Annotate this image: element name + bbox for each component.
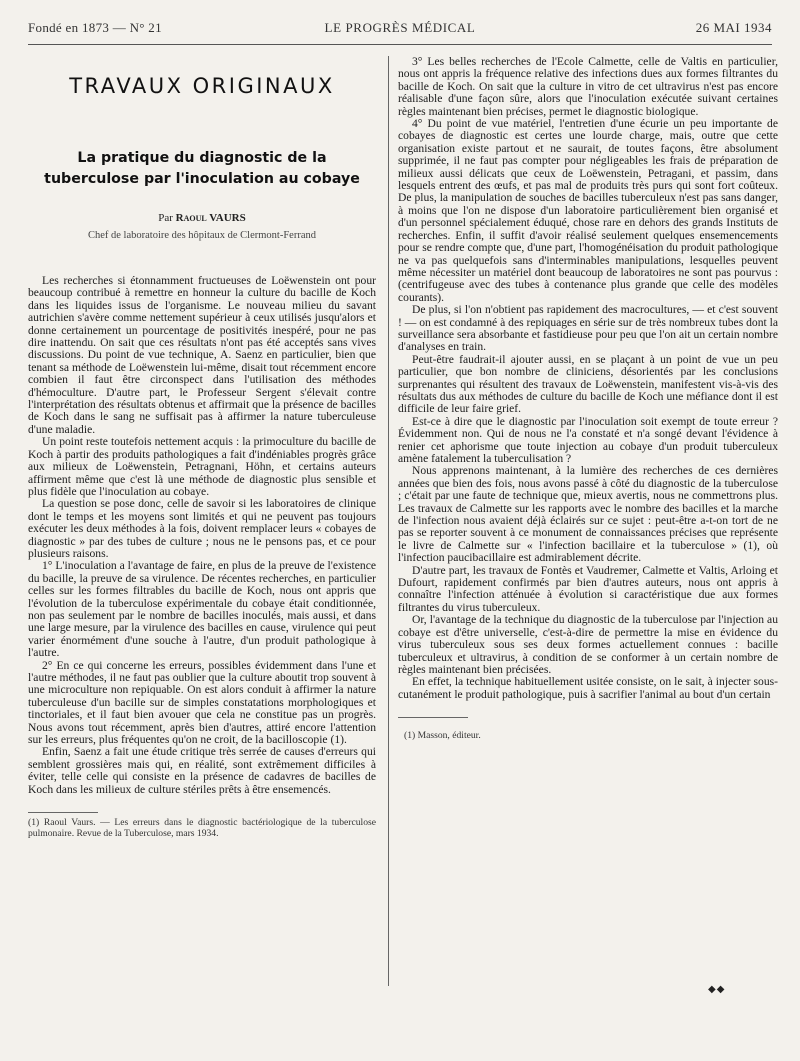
footnote-rule — [28, 812, 98, 813]
paragraph: 1° L'inoculation a l'avantage de faire, en plus de la preuve de l'existence du bacille, la preuve de sa virulence. De récentes recherches, en particulier celles sur les formes filtrables du bacille de Koch, nous ont appris que l'évolution de la tuberculose expérimentale du cobaye était conditionnée, non pas seulement par le nombre de bacilles inoculés, mais aussi, et dans une large mesure, par la virulence des bacilles en cause, virulence qui peut varier énormément d'une souche à l'autre, d'un produit pathologique à l'autre. — [28, 559, 376, 660]
left-column — [28, 56, 376, 839]
footnote-rule — [398, 717, 468, 718]
paragraph: La question se pose donc, celle de savoir si les laboratoires de clinique dont le temps et les moyens sont limités et qui ne peuvent pas toujours exécuter les deux méthodes à la fois, doivent remplacer leurs « cobayes de diagnostic » par des tubes de culture ; nous ne le pensons pas, et ce pour plusieurs raisons. — [28, 497, 376, 560]
paragraph: En effet, la technique habituellement usitée consiste, on le sait, à injecter sous-cutanément le produit pathologique, puis à sacrifier l'animal au bout d'un certain — [398, 675, 778, 701]
paragraph: Un point reste toutefois nettement acquis : la primoculture du bacille de Koch à partir des produits pathologiques a fait d'indéniables progrès grâce aux milieux de Loëwenstein, Petragnani, Höhn, et certains auteurs affirment même que c'est là une méthode de diagnostic plus sensible et plus fidèle que l'inoculation au cobaye. — [28, 435, 376, 498]
column-divider — [388, 56, 389, 986]
paragraph: 2° En ce qui concerne les erreurs, possibles évidemment dans l'une et l'autre méthodes, il ne faut pas oublier que la culture aboutit trop souvent à une microculture non repiquable. On est alors conduit à affirmer la nature tuberculeuse d'un bacille sur de simples constatations morphologiques et tinctoriales, et il faut bien avouer que cela ne constitue pas un progrès. Nous avons tout récemment, après bien d'autres, attiré encore l'attention sur les erreurs, plus fréquentes qu'on ne croit, de la bacilloscopie (1). — [28, 658, 376, 747]
footnote: (1) Raoul Vaurs. — Les erreurs dans le diagnostic bactériologique de la tuberculose pulmonaire. Revue de la Tuberculose, mars 1934. — [28, 817, 376, 840]
paragraph: Est-ce à dire que le diagnostic par l'inoculation soit exempt de toute erreur ? Évidemment non. Qui de nous ne l'a constaté et n'a songé devant l'évidence à renier cet aphorisme que toute injection au cobaye d'un produit tuberculeux amène fatalement la tuberculisation ? — [398, 414, 778, 465]
paragraph: 3° Les belles recherches de l'Ecole Calmette, celle de Valtis en particulier, nous ont appris la fréquence relative des infections dues aux formes filtrantes du bacille de Koch. On sait que la culture in vitro de cet ultravirus n'est pas encore réalisable d'une façon sûre, alors que l'inoculation exécutée suivant certaines règles maintenant bien précises, permet le diagnostic biologique. — [398, 55, 778, 118]
section-heading: TRAVAUX ORIGINAUX — [69, 74, 335, 98]
header-issue: Fondé en 1873 — N° 21 — [28, 20, 162, 35]
author-name: Raoul VAURS — [175, 212, 246, 224]
header-journal-title: LE PROGRÈS MÉDICAL — [324, 20, 476, 35]
header-rule — [28, 44, 772, 45]
ornament: ◆◆ — [708, 984, 726, 995]
left-body — [28, 275, 376, 796]
right-column — [398, 56, 778, 741]
paragraph: 4° Du point de vue matériel, l'entretien d'une écurie un peu importante de cobayes de diagnostic est certes une lourde charge, mais, outre que cette organisation existe partout et ne saurait, de toutes façons, être absolument supprimée, il ne faut pas compter pour négligeables les frais de préparation de milieux aussi délicats que ceux de Loëwenstein, Petragani, et passim, dans lesquels entrent des œufs, et pas mal de produits très purs qui sont fort coûteux. De plus, la manipulation de souches de bacilles tuberculeux n'est pas sans danger, à moins que l'on ne dispose d'un laboratoire particulièrement bien organisé et d'un personnel spécialement éduqué, chose rare en dehors des grands Instituts de recherches. Enfin, il suffit d'avoir réalisé seulement quelques ensemencements pour se rendre compte que, d'une part, l'homogénéisation du produit pathologique ne va pas quelquefois sans d'interminables manipulations, lesquelles peuvent même nécessiter un matériel dont beaucoup de laboratoires ne sont pas pourvus : (centrifugeuse avec des tubes à contenance plus grande que celle des modèles courants). — [398, 117, 778, 304]
paragraph: Peut-être faudrait-il ajouter aussi, en se plaçant à un point de vue un peu particulier, que bon nombre de cliniciens, désorientés par les conclusions surprenantes qui résultent des travaux de Loëwenstein, manifestent vis-à-vis des résultats dus aux méthodes de culture du bacille de Koch une méfiance dont il est difficile de leur faire grief. — [398, 352, 778, 416]
author-affiliation: Chef de laboratoire des hôpitaux de Clermont-Ferrand — [87, 230, 316, 241]
right-body — [398, 56, 778, 701]
byline-prefix: Par — [158, 212, 173, 224]
paragraph: D'autre part, les travaux de Fontès et Vaudremer, Calmette et Valtis, Arloing et Dufourt, rapidement confirmés par bien d'autres auteurs, nous ont appris à connaître l'infection atténuée à évolution si caractéristique due aux formes filtrantes du virus tuberculeux. — [398, 563, 778, 614]
footnote: (1) Masson, éditeur. — [404, 730, 481, 742]
paragraph: Or, l'avantage de la technique du diagnostic de la tuberculose par l'injection au cobaye est d'être universelle, c'est-à-dire de permettre la mise en évidence du virus tuberculeux sous ses deux formes actuellement connues : bacille tuberculeux et ultravirus, à condition de se conformer à un certain nombre de règles maintenant bien précisées. — [398, 613, 778, 676]
paragraph: Enfin, Saenz a fait une étude critique très serrée de causes d'erreurs qui semblent grossières mais qui, en réalité, sont extrêmement difficiles à éviter, telle celle qui consiste en la présence de cadavres de bacilles de Koch dans les milieux de culture stériles prêts à être ensemencés. — [28, 745, 376, 796]
paragraph: Nous apprenons maintenant, à la lumière des recherches de ces dernières années que bien des fois, nous avons passé à côté du diagnostic de la tuberculose ; c'était par une faute de technique que, mieux avertis, nous ne commettrons plus. Les travaux de Calmette sur les rapports avec le nombre des bacilles et la marche de l'infection nous avaient déjà éclairés sur ce sujet : peut-être a-t-on tort de ne pas se reporter souvent à ce monument de connaissances précises que représente le livre de Calmette sur « l'infection bacillaire et la tuberculose » (1), où l'infection paucibacillaire est admirablement décrite. — [398, 464, 778, 565]
article-title: La pratique du diagnostic de la tuberculose par l'inoculation au cobaye — [44, 150, 360, 187]
paragraph: Les recherches si étonnamment fructueuses de Loëwenstein ont pour beaucoup contribué à remettre en honneur la culture du bacille de Koch dans les liquides issus de l'organisme. Le nouveau milieu du savant autrichien s'avère comme nettement supérieur à ceux utilisés jusqu'alors et donne certainement un pourcentage de positivités inespéré, pour ne pas dire inattendu. On sait que ces résultats n'ont pas été acceptés sans vives discussions. Du point de vue technique, A. Saenz en particulier, bien que tenant sa méthode de Loëwenstein lui-même, disait tout récemment encore combien il faut être circonspect dans l'utilisation des méthodes d'hémoculture. D'autre part, le Professeur Sergent s'élevait contre l'interprétation des résultats obtenus et affirmait que la présence de bacilles de Koch dans le sang ne suffisait pas à affirmer la nature tuberculeuse d'une maladie. — [28, 274, 376, 436]
byline — [28, 212, 376, 224]
running-head — [28, 20, 772, 40]
header-date: 26 MAI 1934 — [695, 20, 772, 35]
paragraph: De plus, si l'on n'obtient pas rapidement des macrocultures, — et c'est souvent ! — on est condamné à des repiquages en série sur de très nombreux tubes dont la surveillance sera absorbante et fastidieuse pour peu que l'on ait un certain nombre d'analyses en train. — [398, 303, 778, 354]
